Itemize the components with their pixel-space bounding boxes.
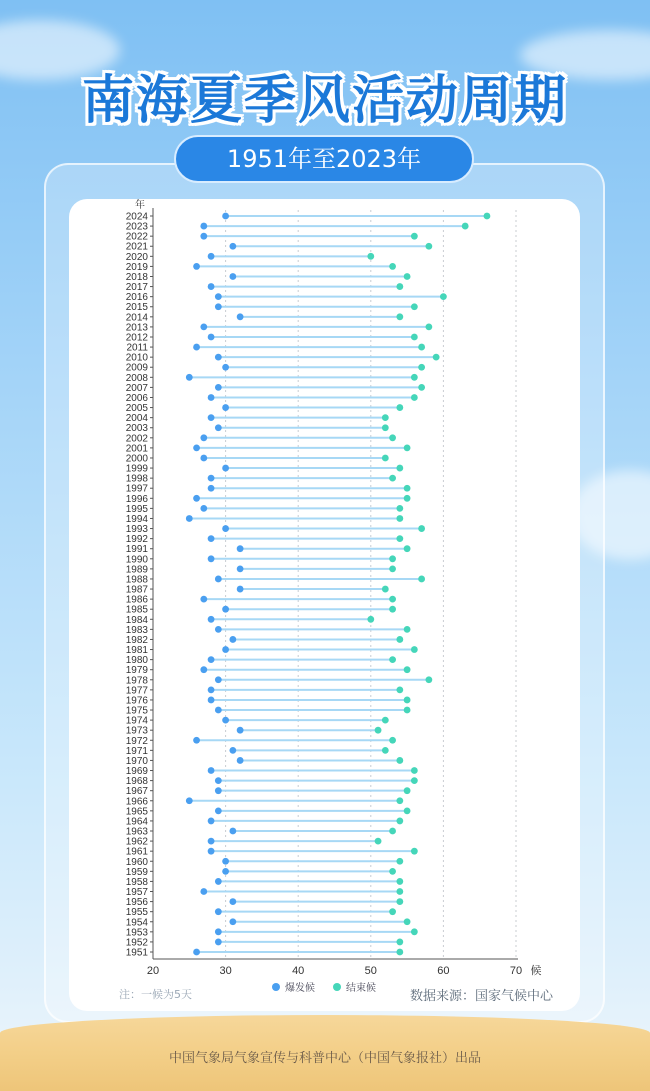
- onset-point: [222, 646, 229, 653]
- y-axis-label: 年: [135, 200, 145, 211]
- end-point: [404, 707, 411, 714]
- onset-point: [215, 777, 222, 784]
- end-point: [382, 747, 389, 754]
- onset-point: [215, 626, 222, 633]
- end-point: [382, 586, 389, 593]
- year-label: 1985: [125, 604, 148, 616]
- year-label: 1964: [125, 816, 148, 828]
- end-point: [389, 565, 396, 572]
- end-point: [396, 898, 403, 905]
- end-point: [389, 475, 396, 482]
- end-point: [375, 727, 382, 734]
- year-label: 1997: [125, 483, 148, 495]
- onset-point: [193, 949, 200, 956]
- year-label: 1981: [125, 645, 148, 657]
- onset-point: [222, 858, 229, 865]
- onset-point: [208, 475, 215, 482]
- end-point: [389, 868, 396, 875]
- onset-point: [222, 525, 229, 532]
- end-point: [396, 465, 403, 472]
- year-label: 1959: [125, 866, 148, 878]
- subtitle-badge: 1951年至2023年: [174, 135, 474, 183]
- end-point: [440, 293, 447, 300]
- year-label: 1972: [125, 735, 148, 747]
- end-point: [404, 918, 411, 925]
- end-point: [404, 495, 411, 502]
- onset-point: [208, 334, 215, 341]
- year-label: 2013: [125, 322, 148, 334]
- data-source: 数据来源：国家气候中心: [410, 989, 554, 1004]
- year-label: 2023: [125, 221, 148, 233]
- onset-point: [200, 324, 207, 331]
- onset-point: [208, 616, 215, 623]
- end-point: [411, 303, 418, 310]
- year-label: 1952: [125, 937, 148, 949]
- year-label: 1988: [125, 574, 148, 586]
- unit-note: 注：一候为5天: [119, 988, 192, 1001]
- end-point: [404, 787, 411, 794]
- year-label: 2006: [125, 392, 148, 404]
- onset-point: [200, 455, 207, 462]
- end-point: [396, 404, 403, 411]
- end-point: [396, 858, 403, 865]
- end-point: [418, 525, 425, 532]
- onset-point: [200, 596, 207, 603]
- end-point: [396, 313, 403, 320]
- end-point: [396, 515, 403, 522]
- onset-point: [215, 576, 222, 583]
- end-point: [411, 777, 418, 784]
- onset-point: [215, 928, 222, 935]
- end-point: [484, 213, 491, 220]
- year-label: 1968: [125, 776, 148, 788]
- end-point: [389, 555, 396, 562]
- year-label: 1974: [125, 715, 148, 727]
- year-label: 2015: [125, 302, 148, 314]
- year-label: 1998: [125, 473, 148, 485]
- year-label: 1969: [125, 766, 148, 778]
- year-label: 1954: [125, 917, 148, 929]
- x-tick-label: 30: [219, 965, 232, 977]
- onset-point: [186, 515, 193, 522]
- onset-point: [215, 878, 222, 885]
- onset-point: [200, 434, 207, 441]
- end-point: [367, 616, 374, 623]
- year-label: 2010: [125, 352, 148, 364]
- x-tick-label: 20: [146, 965, 160, 977]
- end-point: [396, 949, 403, 956]
- end-point: [367, 253, 374, 260]
- year-label: 1995: [125, 503, 148, 515]
- onset-point: [200, 888, 207, 895]
- year-label: 2009: [125, 362, 148, 374]
- legend-item-end: [333, 979, 376, 994]
- end-point: [389, 737, 396, 744]
- end-point: [396, 818, 403, 825]
- year-label: 1989: [125, 564, 148, 576]
- year-label: 1975: [125, 705, 148, 717]
- year-label: 2022: [125, 231, 148, 243]
- onset-point: [215, 908, 222, 915]
- end-point: [396, 686, 403, 693]
- onset-point: [208, 253, 215, 260]
- end-point: [396, 888, 403, 895]
- onset-point: [229, 918, 236, 925]
- year-label: 1960: [125, 856, 148, 868]
- end-point: [382, 424, 389, 431]
- end-point: [411, 334, 418, 341]
- onset-point: [208, 686, 215, 693]
- end-point: [404, 545, 411, 552]
- year-label: 1977: [125, 685, 148, 697]
- end-point: [404, 697, 411, 704]
- end-point: [389, 263, 396, 270]
- year-label: 2024: [125, 211, 148, 223]
- onset-point: [237, 545, 244, 552]
- onset-point: [237, 313, 244, 320]
- year-label: 1994: [125, 513, 148, 525]
- year-label: 1984: [125, 614, 148, 626]
- legend-item-onset: [272, 979, 315, 994]
- end-point: [396, 797, 403, 804]
- year-label: 1971: [125, 745, 148, 757]
- onset-point: [222, 606, 229, 613]
- end-point: [389, 606, 396, 613]
- end-point: [396, 535, 403, 542]
- end-point: [396, 505, 403, 512]
- end-point: [396, 757, 403, 764]
- onset-point: [215, 939, 222, 946]
- year-label: 1973: [125, 725, 148, 737]
- year-label: 1957: [125, 887, 148, 899]
- end-point: [418, 576, 425, 583]
- year-label: 2008: [125, 372, 148, 384]
- onset-point: [208, 535, 215, 542]
- end-point: [411, 394, 418, 401]
- end-point: [411, 646, 418, 653]
- year-label: 2016: [125, 292, 148, 304]
- onset-point: [208, 848, 215, 855]
- page-title: 南海夏季风活动周期: [81, 71, 568, 131]
- year-label: 1992: [125, 534, 148, 546]
- year-label: 2014: [125, 312, 148, 324]
- year-label: 1991: [125, 544, 148, 556]
- year-label: 1983: [125, 624, 148, 636]
- legend-label-onset: 爆发候: [285, 983, 315, 994]
- end-point: [411, 848, 418, 855]
- onset-point: [229, 273, 236, 280]
- legend-label-end: 结束候: [346, 983, 376, 994]
- year-label: 1967: [125, 786, 148, 798]
- year-label: 1953: [125, 927, 148, 939]
- onset-point: [229, 898, 236, 905]
- end-point: [404, 273, 411, 280]
- end-point: [411, 928, 418, 935]
- year-label: 1993: [125, 524, 148, 536]
- onset-point: [215, 354, 222, 361]
- year-label: 2020: [125, 251, 148, 263]
- year-label: 1980: [125, 655, 148, 667]
- end-point: [375, 838, 382, 845]
- onset-point: [229, 243, 236, 250]
- onset-point: [208, 838, 215, 845]
- end-point: [389, 908, 396, 915]
- end-point: [389, 656, 396, 663]
- end-point: [418, 384, 425, 391]
- year-label: 1982: [125, 634, 148, 646]
- end-point: [418, 364, 425, 371]
- onset-point: [237, 565, 244, 572]
- end-point: [425, 243, 432, 250]
- onset-point: [208, 767, 215, 774]
- end-point: [404, 626, 411, 633]
- onset-point: [222, 364, 229, 371]
- end-point: [433, 354, 440, 361]
- year-label: 1978: [125, 675, 148, 687]
- end-point: [396, 878, 403, 885]
- year-label: 1970: [125, 755, 148, 767]
- end-point: [425, 324, 432, 331]
- onset-point: [193, 344, 200, 351]
- onset-point: [215, 293, 222, 300]
- year-label: 2011: [126, 342, 148, 354]
- onset-point: [193, 737, 200, 744]
- onset-point: [237, 727, 244, 734]
- end-point: [404, 807, 411, 814]
- onset-point: [208, 818, 215, 825]
- year-label: 1962: [125, 836, 148, 848]
- footer-credit: 中国气象局气象宣传与科普中心（中国气象报社）出品: [168, 1051, 481, 1066]
- end-point: [396, 939, 403, 946]
- end-point: [389, 434, 396, 441]
- end-point: [418, 344, 425, 351]
- year-label: 1956: [125, 897, 148, 909]
- onset-point: [237, 586, 244, 593]
- year-label: 2018: [125, 271, 148, 283]
- onset-point: [229, 636, 236, 643]
- onset-point: [193, 263, 200, 270]
- onset-point: [208, 414, 215, 421]
- onset-point: [193, 495, 200, 502]
- onset-point: [193, 444, 200, 451]
- x-tick-label: 60: [437, 965, 450, 977]
- end-point: [396, 636, 403, 643]
- onset-point: [215, 384, 222, 391]
- end-point: [382, 717, 389, 724]
- year-label: 1990: [125, 554, 148, 566]
- year-label: 1976: [125, 695, 148, 707]
- year-label: 1961: [125, 846, 148, 858]
- onset-point: [208, 485, 215, 492]
- year-label: 2012: [125, 332, 148, 344]
- end-point: [404, 444, 411, 451]
- x-tick-label: 70: [509, 965, 523, 977]
- year-label: 1986: [125, 594, 148, 606]
- end-point: [404, 666, 411, 673]
- onset-point: [186, 797, 193, 804]
- onset-point: [200, 666, 207, 673]
- end-point: [462, 223, 469, 230]
- onset-point: [200, 505, 207, 512]
- year-label: 1951: [125, 947, 148, 959]
- year-label: 1965: [125, 806, 148, 818]
- year-label: 1958: [125, 876, 148, 888]
- end-point: [382, 414, 389, 421]
- chart-legend: [272, 979, 376, 994]
- onset-point: [208, 394, 215, 401]
- year-label: 2002: [125, 433, 148, 445]
- end-point: [404, 485, 411, 492]
- year-label: 2003: [125, 423, 148, 435]
- year-label: 1999: [125, 463, 148, 475]
- end-point: [411, 233, 418, 240]
- year-label: 2001: [125, 443, 148, 455]
- onset-point: [237, 757, 244, 764]
- onset-point: [222, 717, 229, 724]
- onset-point: [186, 374, 193, 381]
- year-label: 1996: [125, 493, 148, 505]
- x-axis-unit: 候: [530, 965, 542, 977]
- onset-point: [200, 223, 207, 230]
- onset-point: [222, 465, 229, 472]
- onset-point: [215, 787, 222, 794]
- onset-point: [222, 404, 229, 411]
- year-label: 2007: [125, 382, 148, 394]
- end-dot-icon: [333, 983, 341, 991]
- onset-point: [208, 656, 215, 663]
- year-label: 1987: [125, 584, 148, 596]
- end-point: [396, 283, 403, 290]
- onset-dot-icon: [272, 983, 280, 991]
- onset-point: [200, 233, 207, 240]
- year-label: 2004: [125, 413, 148, 425]
- year-label: 1963: [125, 826, 148, 838]
- x-tick-label: 50: [364, 965, 377, 977]
- onset-point: [229, 747, 236, 754]
- end-point: [411, 374, 418, 381]
- year-label: 2021: [125, 241, 148, 253]
- year-label: 2017: [125, 282, 148, 294]
- year-label: 2019: [125, 261, 148, 273]
- onset-point: [208, 555, 215, 562]
- end-point: [389, 596, 396, 603]
- onset-point: [208, 697, 215, 704]
- onset-point: [215, 424, 222, 431]
- year-label: 2005: [125, 403, 148, 415]
- end-point: [411, 767, 418, 774]
- year-label: 1966: [125, 796, 148, 808]
- onset-point: [222, 213, 229, 220]
- onset-point: [215, 676, 222, 683]
- end-point: [382, 455, 389, 462]
- onset-point: [215, 807, 222, 814]
- end-point: [425, 676, 432, 683]
- onset-point: [215, 707, 222, 714]
- onset-point: [208, 283, 215, 290]
- year-label: 1955: [125, 907, 148, 919]
- year-label: 2000: [125, 453, 148, 465]
- onset-point: [229, 828, 236, 835]
- year-label: 1979: [125, 665, 148, 677]
- x-tick-label: 40: [292, 965, 305, 977]
- onset-point: [215, 303, 222, 310]
- end-point: [389, 828, 396, 835]
- onset-point: [222, 868, 229, 875]
